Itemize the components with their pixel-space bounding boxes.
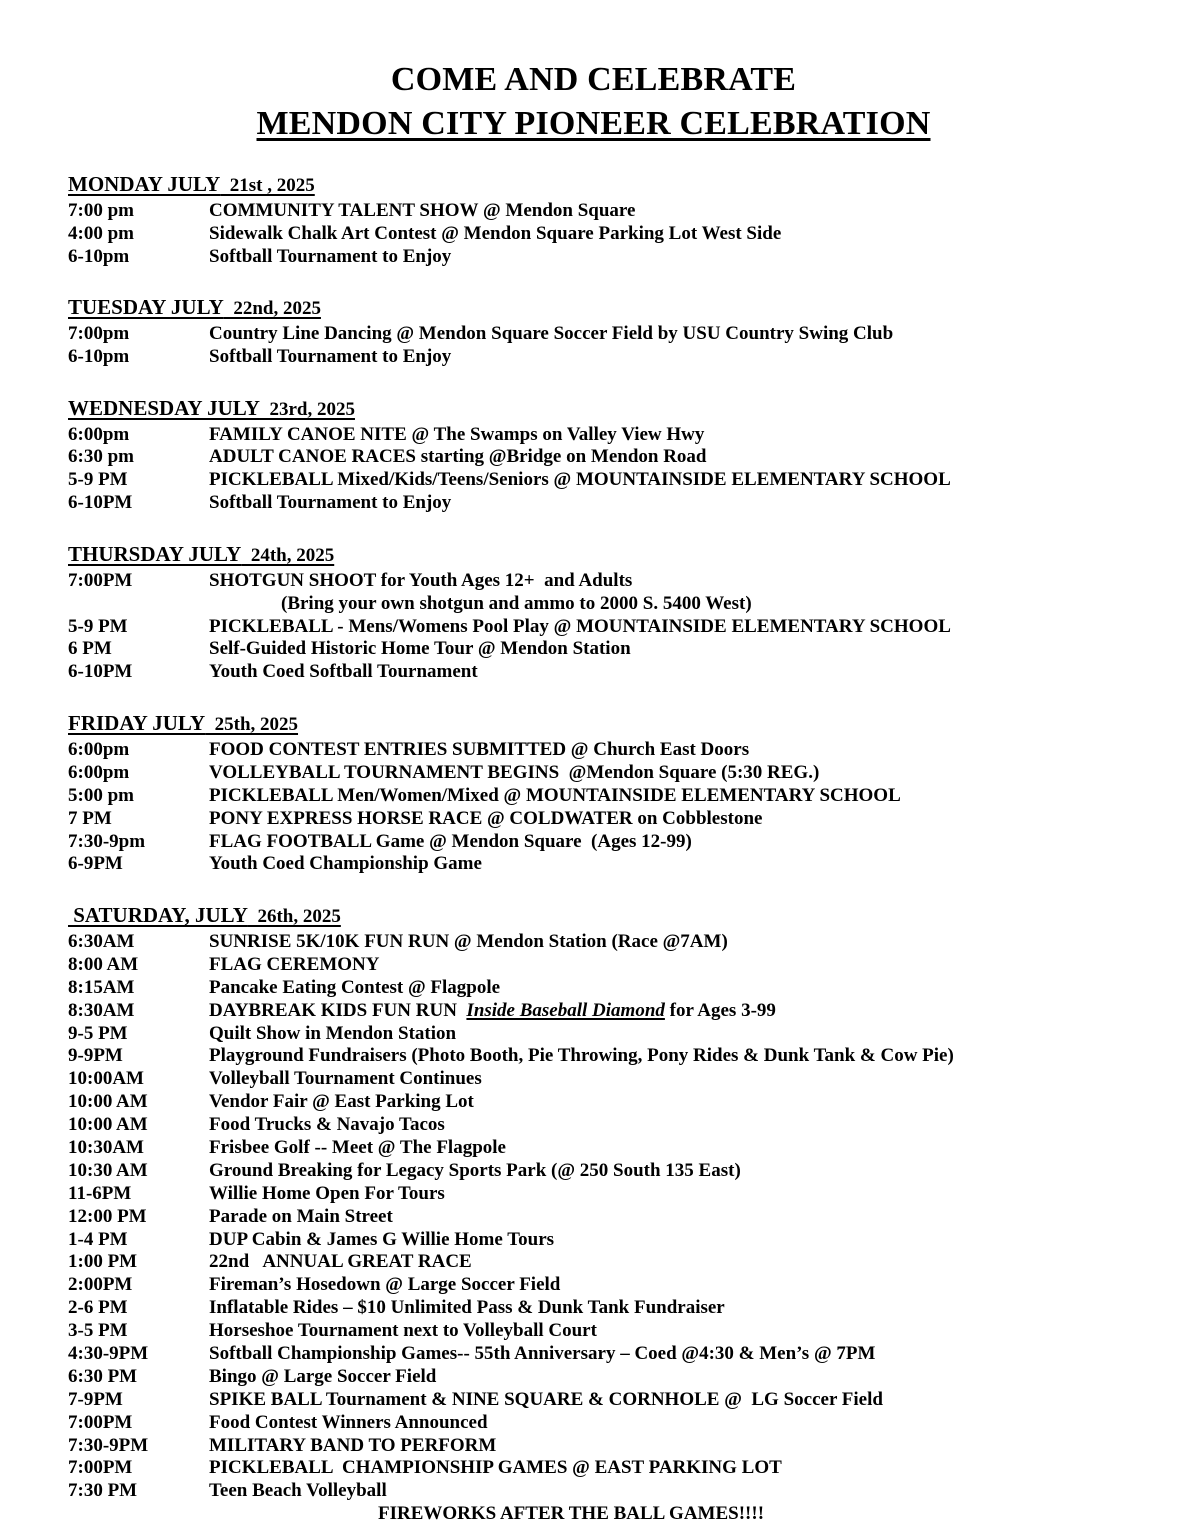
- event-time: 5-9 PM: [68, 615, 128, 637]
- day-header-row: [68, 710, 1167, 739]
- day-date: 25th, 2025: [205, 714, 299, 736]
- schedule-list: [0, 171, 1187, 1526]
- event-description: Softball Tournament to Enjoy: [209, 492, 452, 514]
- event-time: 10:30 AM: [68, 1159, 148, 1181]
- event-description: Self-Guided Historic Home Tour @ Mendon Station: [209, 638, 631, 660]
- event-description-prefix: DAYBREAK KIDS FUN RUN: [209, 999, 467, 1021]
- day-date: 21st , 2025: [220, 175, 315, 197]
- event-time: 6-10pm: [68, 345, 130, 367]
- event-description: Vendor Fair @ East Parking Lot: [209, 1091, 474, 1113]
- event-description: PONY EXPRESS HORSE RACE @ COLDWATER on Cobblestone: [209, 807, 763, 829]
- event-description: Fireman’s Hosedown @ Large Soccer Field: [209, 1274, 561, 1296]
- event-description-suffix: for Ages 3-99: [664, 999, 776, 1021]
- event-row: [68, 200, 1167, 223]
- event-time: 5:00 pm: [68, 784, 134, 806]
- day-header-row: [68, 395, 1167, 424]
- event-time: 6:00pm: [68, 423, 130, 445]
- event-row: [68, 1160, 1167, 1183]
- event-description: Softball Tournament to Enjoy: [209, 345, 452, 367]
- event-row: [68, 808, 1167, 831]
- day-header: [68, 541, 334, 569]
- event-time: 7:30-9pm: [68, 830, 146, 852]
- event-row: [68, 424, 1167, 447]
- event-description: FOOD CONTEST ENTRIES SUBMITTED @ Church East Doors: [209, 738, 750, 760]
- event-description: PICKLEBALL Men/Women/Mixed @ MOUNTAINSIDE ELEMENTARY SCHOOL: [209, 784, 901, 806]
- event-time: 9-5 PM: [68, 1022, 128, 1044]
- day-section: [68, 541, 1167, 684]
- event-time: 1-4 PM: [68, 1228, 128, 1250]
- event-row: [68, 739, 1167, 762]
- event-row: [68, 1229, 1167, 1252]
- event-time: 7-9PM: [68, 1388, 123, 1410]
- day-header-row: [68, 902, 1167, 931]
- day-header: [68, 902, 341, 930]
- day-section: [68, 395, 1167, 515]
- event-time: 6-9PM: [68, 853, 123, 875]
- event-row: [68, 1343, 1167, 1366]
- event-description: SPIKE BALL Tournament & NINE SQUARE & CORNHOLE @ LG Soccer Field: [209, 1388, 883, 1410]
- event-time: 12:00 PM: [68, 1205, 147, 1227]
- event-row: [68, 661, 1167, 684]
- event-description: 22nd ANNUAL GREAT RACE: [209, 1251, 472, 1273]
- day-name: MONDAY JULY: [68, 172, 221, 197]
- event-row: [68, 1068, 1167, 1091]
- event-description: PICKLEBALL Mixed/Kids/Teens/Seniors @ MOUNTAINSIDE ELEMENTARY SCHOOL: [209, 469, 951, 491]
- event-description: DUP Cabin & James G Willie Home Tours: [209, 1228, 555, 1250]
- event-time: 7:00PM: [68, 1457, 133, 1479]
- event-row: [68, 638, 1167, 661]
- event-time: 7:00 pm: [68, 199, 134, 221]
- event-row: [68, 1023, 1167, 1046]
- event-row: [68, 1000, 1167, 1023]
- event-description: Pancake Eating Contest @ Flagpole: [209, 976, 501, 998]
- event-description: Teen Beach Volleyball: [209, 1480, 387, 1502]
- event-time: 7:00pm: [68, 323, 130, 345]
- event-time: 10:00 AM: [68, 1114, 148, 1136]
- day-header-row: [68, 541, 1167, 570]
- page-title-line-1: COME AND CELEBRATE: [390, 61, 797, 98]
- event-row: [68, 1274, 1167, 1297]
- event-row: [68, 831, 1167, 854]
- event-time: 6 PM: [68, 638, 112, 660]
- event-description: PICKLEBALL - Mens/Womens Pool Play @ MOUNTAINSIDE ELEMENTARY SCHOOL: [209, 615, 951, 637]
- event-row: [68, 1137, 1167, 1160]
- event-row: [68, 977, 1167, 1000]
- event-time: 4:30-9PM: [68, 1343, 149, 1364]
- event-time: 5-9 PM: [68, 469, 128, 491]
- event-row: [68, 931, 1167, 954]
- event-row: [68, 785, 1167, 808]
- event-time: 10:30AM: [68, 1136, 144, 1158]
- event-time: 6-10pm: [68, 245, 130, 267]
- event-time: 10:00AM: [68, 1068, 144, 1090]
- event-row: [68, 1366, 1167, 1389]
- event-time: 10:00 AM: [68, 1091, 148, 1113]
- event-description: Playground Fundraisers (Photo Booth, Pie Throwing, Pony Rides & Dunk Tank & Cow Pie): [209, 1045, 954, 1067]
- event-row: [68, 1389, 1167, 1412]
- event-row: [68, 1435, 1167, 1458]
- event-time: 6-10PM: [68, 661, 133, 683]
- event-time: 8:15AM: [68, 976, 135, 998]
- event-description: Food Contest Winners Announced: [209, 1411, 488, 1433]
- day-date: 22nd, 2025: [223, 298, 321, 320]
- event-row: [68, 593, 1167, 616]
- event-row: [68, 1045, 1167, 1068]
- page-title-line-2: MENDON CITY PIONEER CELEBRATION: [256, 104, 931, 142]
- event-row: [68, 1183, 1167, 1206]
- event-row: [68, 1480, 1167, 1503]
- day-section: [68, 710, 1167, 876]
- event-time: 6:30 pm: [68, 446, 134, 468]
- event-time: 2-6 PM: [68, 1297, 128, 1319]
- title-block: [0, 0, 1187, 145]
- event-description: VOLLEYBALL TOURNAMENT BEGINS @Mendon Square (5:30 REG.): [209, 761, 820, 783]
- event-time: 8:00 AM: [68, 953, 139, 975]
- event-time: 2:00PM: [68, 1274, 133, 1296]
- event-row: [68, 1457, 1167, 1480]
- event-description: Inflatable Rides – $10 Unlimited Pass & Dunk Tank Fundraiser: [209, 1297, 725, 1319]
- event-time: 4:00 pm: [68, 222, 134, 244]
- event-row: [68, 323, 1167, 346]
- day-section: [68, 902, 1167, 1503]
- day-date: 24th, 2025: [241, 545, 335, 567]
- event-row: [68, 246, 1167, 269]
- event-row: [68, 954, 1167, 977]
- event-time: 11-6PM: [68, 1182, 132, 1204]
- event-time: 6:00pm: [68, 761, 130, 783]
- event-row: [68, 1091, 1167, 1114]
- day-header: [68, 294, 321, 322]
- event-row: [68, 616, 1167, 639]
- day-section: [68, 171, 1167, 268]
- event-description: FLAG CEREMONY: [209, 953, 380, 975]
- day-section: [68, 294, 1167, 368]
- day-name: FRIDAY JULY: [68, 711, 206, 736]
- event-description: FAMILY CANOE NITE @ The Swamps on Valley View Hwy: [209, 423, 705, 445]
- event-time: 1:00 PM: [68, 1251, 138, 1273]
- event-row: [68, 853, 1167, 876]
- event-row: [68, 1114, 1167, 1137]
- event-description: SHOTGUN SHOOT for Youth Ages 12+ and Adults: [209, 569, 633, 591]
- event-description: Softball Tournament to Enjoy: [209, 245, 452, 267]
- event-time: 7:00PM: [68, 1411, 133, 1433]
- event-row: [68, 1297, 1167, 1320]
- event-description: ADULT CANOE RACES starting @Bridge on Mendon Road: [209, 446, 707, 468]
- day-date: 26th, 2025: [247, 906, 341, 928]
- event-time: 7:30-9PM: [68, 1434, 149, 1456]
- event-time: 6-10PM: [68, 492, 133, 514]
- day-header: [68, 710, 298, 738]
- event-row: [68, 1320, 1167, 1343]
- event-row: [68, 1251, 1167, 1274]
- event-row: [68, 1206, 1167, 1229]
- event-description: Frisbee Golf -- Meet @ The Flagpole: [209, 1136, 506, 1158]
- closing-announcement: FIREWORKS AFTER THE BALL GAMES!!!!: [378, 1503, 765, 1525]
- event-description: COMMUNITY TALENT SHOW @ Mendon Square: [209, 199, 636, 221]
- day-header-row: [68, 294, 1167, 323]
- day-name: WEDNESDAY JULY: [68, 395, 260, 420]
- event-description: Bingo @ Large Soccer Field: [209, 1365, 437, 1387]
- day-header: [68, 171, 315, 199]
- event-description: Food Trucks & Navajo Tacos: [209, 1114, 445, 1136]
- event-description: Parade on Main Street: [209, 1205, 393, 1227]
- event-time: 7 PM: [68, 807, 112, 829]
- event-description: Ground Breaking for Legacy Sports Park (@ 250 South 135 East): [209, 1159, 741, 1181]
- event-description: Youth Coed Championship Game: [209, 853, 482, 875]
- event-description: PICKLEBALL CHAMPIONSHIP GAMES @ EAST PARKING LOT: [209, 1457, 782, 1479]
- event-description: Youth Coed Softball Tournament: [209, 661, 478, 683]
- event-description: Volleyball Tournament Continues: [209, 1068, 482, 1090]
- event-row: [68, 223, 1167, 246]
- event-description: Country Line Dancing @ Mendon Square Soccer Field by USU Country Swing Club: [209, 323, 894, 345]
- event-time: 8:30AM: [68, 999, 135, 1021]
- event-row: [68, 446, 1167, 469]
- event-time: 3-5 PM: [68, 1320, 128, 1342]
- event-time: 6:00pm: [68, 738, 130, 760]
- event-description: [209, 1000, 1167, 1023]
- event-time: 6:30 PM: [68, 1365, 138, 1387]
- day-name: SATURDAY, JULY: [68, 903, 248, 928]
- event-time: 7:00PM: [68, 569, 133, 591]
- event-row: [68, 492, 1167, 515]
- event-description-emphasis: Inside Baseball Diamond: [466, 999, 665, 1021]
- event-time: 6:30AM: [68, 930, 135, 952]
- day-name: THURSDAY JULY: [68, 542, 242, 567]
- day-date: 23rd, 2025: [259, 398, 355, 420]
- event-time: 7:30 PM: [68, 1480, 138, 1502]
- event-description: Willie Home Open For Tours: [209, 1182, 445, 1204]
- event-description: Horseshoe Tournament next to Volleyball Court: [209, 1320, 597, 1342]
- event-time: 9-9PM: [68, 1045, 123, 1067]
- event-description: Softball Championship Games-- 55th Anniversary – Coed @4:30 & Men’s @ 7PM: [209, 1343, 876, 1364]
- event-description: (Bring your own shotgun and ammo to 2000 S. 5400 West): [281, 592, 752, 614]
- event-row: [68, 1412, 1167, 1435]
- event-description: MILITARY BAND TO PERFORM: [209, 1434, 497, 1456]
- event-row: [68, 570, 1167, 593]
- event-description: FLAG FOOTBALL Game @ Mendon Square (Ages 12-99): [209, 830, 692, 852]
- event-row: [68, 762, 1167, 785]
- event-description: Quilt Show in Mendon Station: [209, 1022, 457, 1044]
- day-header-row: [68, 171, 1167, 200]
- event-description: SUNRISE 5K/10K FUN RUN @ Mendon Station (Race @7AM): [209, 930, 728, 952]
- event-row: [68, 469, 1167, 492]
- day-header: [68, 395, 355, 423]
- event-description: Sidewalk Chalk Art Contest @ Mendon Square Parking Lot West Side: [209, 222, 782, 244]
- event-row: [68, 346, 1167, 369]
- day-name: TUESDAY JULY: [68, 295, 224, 320]
